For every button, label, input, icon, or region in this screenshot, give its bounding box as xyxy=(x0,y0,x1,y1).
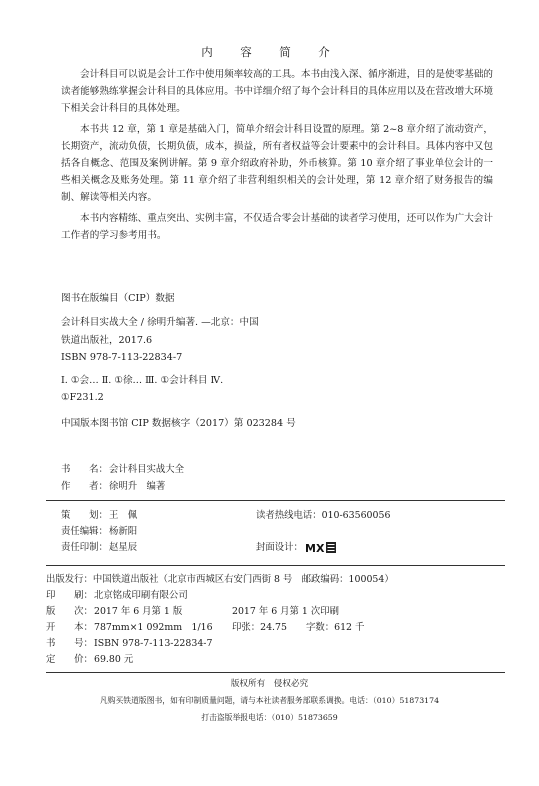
cip-line: 会计科目实战大全 / 徐明升编著. —北京：中国 xyxy=(61,317,259,328)
cover-designer-logo xyxy=(305,541,337,554)
responsible-printing-value: 赵星辰 xyxy=(109,542,138,553)
divider xyxy=(46,565,505,566)
printer-label: 印 刷： xyxy=(46,590,93,601)
divider xyxy=(46,672,505,673)
responsible-editor-value: 杨新阳 xyxy=(109,526,138,537)
isbn-label: 书 号： xyxy=(46,638,93,649)
cip-line: Ⅰ. ①会… Ⅱ. ①徐… Ⅲ. ①会计科目 Ⅳ. xyxy=(61,374,224,386)
price xyxy=(46,652,133,668)
price-label: 定 价： xyxy=(46,654,93,665)
responsible-printing-label: 责任印制： xyxy=(61,542,108,553)
intro-paragraph-3: 本书内容精练、重点突出、实例丰富，不仅适合零会计基础的读者学习使用，还可以作为广大会计工作者的学习参考用书。 xyxy=(61,213,493,241)
publisher: 出版发行：中国铁道出版社（北京市西城区右安门西街 8 号 邮政编码：100054） xyxy=(46,574,394,585)
cover-design xyxy=(256,540,337,556)
book-author xyxy=(61,479,165,495)
cip-line: 铁道出版社，2017.6 xyxy=(61,334,153,346)
book-author-value: 徐明升 编著 xyxy=(109,481,166,492)
impression: 2017 年 6 月第 1 次印刷 xyxy=(232,606,339,617)
responsible-printing xyxy=(61,540,137,556)
planner xyxy=(61,508,137,524)
printed-sheets: 印张：24.75 xyxy=(232,622,287,633)
format-label: 开 本： xyxy=(46,622,93,633)
edition-label: 版 次： xyxy=(46,606,93,617)
edition xyxy=(46,604,182,620)
service-notice: 凡购买铁道版图书，如有印制质量问题，请与本社读者服务部联系调换。电话：（010）51873174 xyxy=(99,696,440,705)
cip-heading: 图书在版编目（CIP）数据 xyxy=(61,293,175,304)
reader-hotline: 读者热线电话：010-63560056 xyxy=(256,510,391,521)
book-name-value: 会计科目实战大全 xyxy=(109,464,185,475)
cover-logo-text: MX xyxy=(304,542,325,554)
cover-design-label: 封面设计： xyxy=(256,542,303,553)
cip-number: 中国版本图书馆 CIP 数据核字（2017）第 023284 号 xyxy=(61,417,296,429)
responsible-editor-label: 责任编辑： xyxy=(61,526,108,537)
isbn-value: ISBN 978-7-113-22834-7 xyxy=(94,638,213,649)
cip-line: ISBN 978-7-113-22834-7 xyxy=(61,352,183,363)
page-title: 内 容 简 介 xyxy=(201,45,338,59)
planner-label: 策 划： xyxy=(61,510,108,521)
intro-paragraph-2: 本书共 12 章，第 1 章是基础入门，简单介绍会计科目设置的原理。第 2~8 章介绍了流动资产，长期资产，流动负债，长期负债，成本，损益，所有者权益等会计要素中的会计科目。具体内容中又包括各自概念、范围及案例讲解。第 9 章介绍政府补助，外币核算。第 10 章介绍了事业单位会计的一些相关概念及账务处理。第 11 章介绍了非营利组织相关的会计处理，第 12 章介绍了财务报告的编制、解读等相关内容。 xyxy=(61,124,493,203)
intro-paragraph-1: 会计科目可以说是会计工作中使用频率较高的工具。本书由浅入深、循序渐进，目的是使零基础的读者能够熟练掌握会计科目的具体应用。书中详细介绍了每个会计科目的具体应用以及在营改增大环境下相关会计科目的具体处理。 xyxy=(61,69,493,114)
responsible-editor xyxy=(61,524,137,540)
word-count: 字数：612 千 xyxy=(306,622,365,633)
copyright-notice: 版权所有 侵权必究 xyxy=(230,679,309,689)
piracy-hotline: 打击盗版举报电话：（010）51873659 xyxy=(201,713,338,722)
book-name xyxy=(61,462,184,478)
format-value: 787mm×1 092mm 1/16 xyxy=(94,622,213,633)
isbn xyxy=(46,636,212,652)
format xyxy=(46,620,213,636)
divider xyxy=(46,500,505,501)
printer-value: 北京铭成印刷有限公司 xyxy=(94,590,188,601)
edition-value: 2017 年 6 月第 1 版 xyxy=(94,606,183,617)
book-author-label: 作 者： xyxy=(61,481,108,492)
planner-value: 王 佩 xyxy=(109,510,138,521)
cip-block xyxy=(61,314,361,432)
price-value: 69.80 元 xyxy=(94,654,134,665)
book-name-label: 书 名： xyxy=(61,464,108,475)
printer xyxy=(46,588,188,604)
cip-line: ①F231.2 xyxy=(61,392,104,403)
